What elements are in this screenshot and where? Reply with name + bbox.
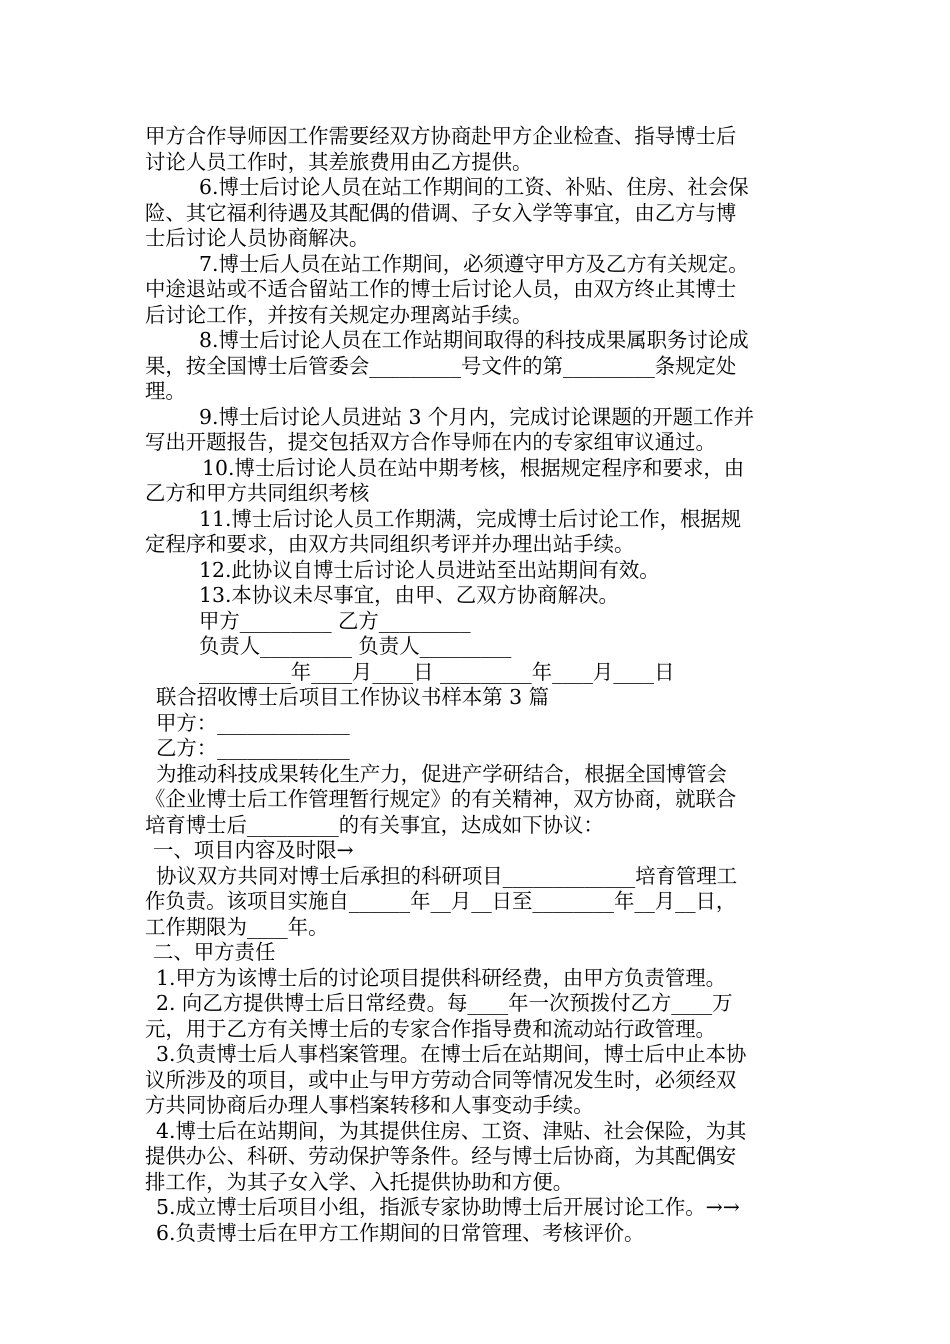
text-line: 为推动科技成果转化生产力，促进产学研结合，根据全国博管会 xyxy=(156,761,727,786)
text-line: 7.博士后人员在站工作期间，必须遵守甲方及乙方有关规定。 xyxy=(199,251,749,276)
text-line: 后讨论工作，并按有关规定办理离站手续。 xyxy=(145,302,533,327)
text-line: 甲方_________ 乙方_________ xyxy=(199,608,471,633)
text-line: 4.博士后在站期间，为其提供住房、工资、津贴、社会保险，为其 xyxy=(156,1118,747,1143)
text-line: 提供办公、科研、劳动保护等条件。经与博士后协商，为其配偶安 xyxy=(145,1144,737,1168)
text-line: 12.此协议自博士后讨论人员进站至出站期间有效。 xyxy=(199,557,660,582)
text-line: 讨论人员工作时，其差旅费用由乙方提供。 xyxy=(145,149,533,174)
text-line: 士后讨论人员协商解决。 xyxy=(145,226,370,250)
text-line: 甲方：_____________ xyxy=(156,710,350,735)
text-line: 甲方合作导师因工作需要经双方协商赴甲方企业检查、指导博士后 xyxy=(145,124,737,148)
text-line: 培育博士后_________的有关事宜，达成如下协议： xyxy=(145,812,604,837)
text-line: 2. 向乙方提供博士后日常经费。每____年一次预拨付乙方____万 xyxy=(156,991,733,1015)
text-line: 联合招收博士后项目工作协议书样本第 3 篇 xyxy=(156,685,549,709)
text-line: 方共同协商后办理人事档案转移和人事变动手续。 xyxy=(145,1093,594,1117)
text-line: 6.博士后讨论人员在站工作期间的工资、补贴、住房、社会保 xyxy=(199,175,749,199)
text-line: 定程序和要求，由双方共同组织考评并办理出站手续。 xyxy=(145,532,635,556)
text-line: 乙方：_____________ xyxy=(156,736,350,760)
text-line: 6.负责博士后在甲方工作期间的日常管理、考核评价。 xyxy=(156,1220,645,1245)
text-line: 负责人_________ 负责人_________ xyxy=(199,634,512,658)
text-line: 5.成立博士后项目小组，指派专家协助博士后开展讨论工作。→→ xyxy=(156,1195,740,1219)
text-line: 协议双方共同对博士后承担的科研项目_____________培育管理工 xyxy=(156,863,738,888)
text-line: 乙方和甲方共同组织考核 xyxy=(145,481,370,505)
text-line: 写出开题报告，提交包括双方合作导师在内的专家组审议通过。 xyxy=(145,430,716,454)
text-line: _________年____月____日 _________年____月____日 xyxy=(199,659,675,684)
text-line: 险、其它福利待遇及其配偶的借调、子女入学等事宜，由乙方与博 xyxy=(145,200,737,225)
text-line: 议所涉及的项目，或中止与甲方劳动合同等情况发生时，必须经双 xyxy=(145,1067,737,1092)
text-line: 3.负责博士后人事档案管理。在博士后在站期间，博士后中止本协 xyxy=(156,1042,747,1066)
text-line: 13.本协议未尽事宜，由甲、乙双方协商解决。 xyxy=(199,583,619,607)
text-line: 8.博士后讨论人员在工作站期间取得的科技成果属职务讨论成 xyxy=(199,328,749,352)
text-line: 《企业博士后工作管理暂行规定》的有关精神，双方协商，就联合 xyxy=(145,787,737,811)
text-line: 排工作，为其子女入学、入托提供协助和方便。 xyxy=(145,1169,574,1194)
text-line: 理。 xyxy=(145,379,186,403)
text-line: 中途退站或不适合留站工作的博士后讨论人员，由双方终止其博士 xyxy=(145,277,737,301)
text-line: 元，用于乙方有关博士后的专家合作指导费和流动站行政管理。 xyxy=(145,1016,716,1041)
text-line: 二、甲方责任 xyxy=(153,940,276,964)
text-line: 11.博士后讨论人员工作期满，完成博士后讨论工作，根据规 xyxy=(199,506,742,531)
text-line: 10.博士后讨论人员在站中期考核，根据规定程序和要求，由 xyxy=(202,455,745,480)
text-line: 9.博士后讨论人员进站 3 个月内，完成讨论课题的开题工作并 xyxy=(199,404,755,429)
text-line: 果，按全国博士后管委会_________号文件的第_________条规定处 xyxy=(145,353,737,378)
document-page xyxy=(145,124,810,1246)
text-line: 工作期限为____年。 xyxy=(145,914,329,939)
text-line: 作负责。该项目实施自______年__月__日至________年__月__日， xyxy=(145,889,737,913)
text-line: 1.甲方为该博士后的讨论项目提供科研经费，由甲方负责管理。 xyxy=(156,965,726,990)
text-line: 一、项目内容及时限→ xyxy=(153,838,354,862)
